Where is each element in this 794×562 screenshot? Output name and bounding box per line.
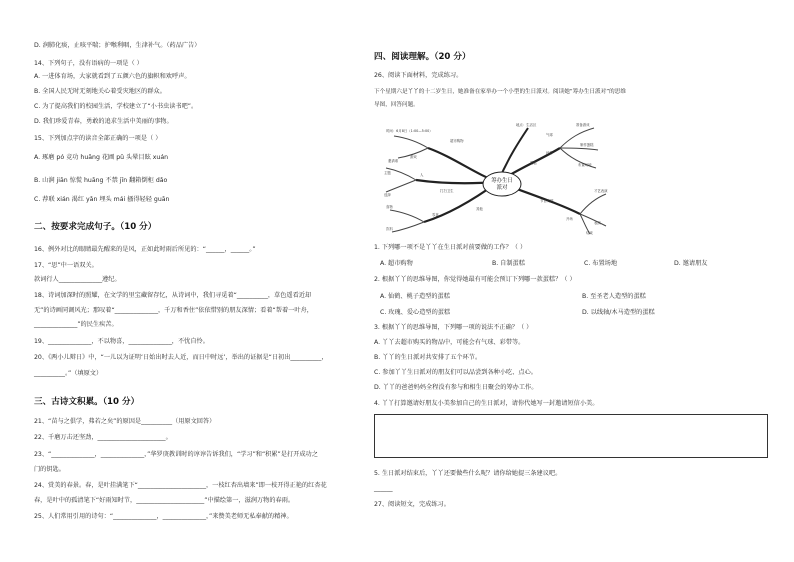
mm-label: 时间：6月8日（1:00—5:00） (386, 129, 433, 133)
left-column (34, 0, 364, 562)
q14-option-a: A. 一进体育场，大家就看到了五颜六色的旗帜和欢呼声。 (34, 73, 191, 80)
q18-line2: 无”的诗画同调风光；那叹着“______________，千万和香住”依依惜别的朋友深情；看着“帮着一叶舟， (34, 307, 313, 314)
q26-3-stem: 3. 根据丫丫的思维导图，下列哪一项的说法不正确？（ ） (374, 324, 533, 331)
mm-label: 开场 (566, 217, 573, 221)
q23-line2: 门的钥匙。 (34, 466, 65, 473)
q26-2-option-c: C. 玫瑰、爱心造型的蛋糕 (380, 309, 451, 316)
q23-line1: 23、“______________，______________，”华罗庚教训时的谆谆告诉我们，“学习”和“积累”是打开成功之 (34, 451, 318, 458)
q26-1-stem: 1. 下列哪一项不是丫丫在生日派对前要做的工作？（ ） (374, 244, 527, 251)
q26-5-stem: 5. 生日派对结束后，丫丫还要做些什么呢？请你给她提三条建议吧。 (374, 470, 562, 477)
mind-map-figure (380, 118, 610, 236)
q26-2-option-b: B. 至圣老人造型的蛋糕 (582, 293, 646, 300)
q15-option-c: C. 荐联 xián 渴红 yǎn 埋头 mái 搔得轻轻 guān (34, 196, 170, 203)
q26-3-option-d: D. 丫丫的爸爸妈妈全程没有参与和相生日聚会的筹办工作。 (374, 384, 538, 391)
mm-label: 游戏 (410, 155, 417, 159)
mm-label: 节目安排 (540, 199, 554, 203)
q21: 21、“苗与之俱学，弗若之矣”的原因是__________（用原文回答） (34, 418, 216, 425)
mm-label: 食物 (386, 205, 393, 209)
q26-5-answer-blank[interactable]: ______ (374, 485, 393, 492)
mm-label: 表演 (594, 221, 601, 225)
q14-option-d: D. 我们珍爱青春，勇敢的追求生活中美丽的事物。 (34, 118, 173, 125)
q17-blank: 款词行人______________遵纪。 (34, 276, 121, 283)
q14-option-b: B. 全国人民无时无刻地关心着受灾地区的群众。 (34, 88, 166, 95)
q26-4-answer-box[interactable] (374, 414, 768, 458)
q18-line3: ______________”的民生疾苦。 (34, 321, 118, 328)
q26-3-option-a: A. 丫丫去超市购买的物品中，可能会有气球、彩带等。 (374, 339, 525, 346)
mm-label: 人 (420, 173, 424, 177)
mm-label: 主题 (384, 171, 391, 175)
mm-label: 超市购物 (450, 139, 464, 143)
q15-stem: 15、下列加点字的读音全部正确的一项是（ ） (34, 135, 162, 142)
mm-label: 准备游戏 (576, 123, 590, 127)
q20-line2: __________。”（填原文） (34, 370, 103, 377)
q24-line1: 24、赏美的春景。春，是叶挂满笔下“______________________，一枝红杏出墙来”即一枝开得正艳的红杏花 (34, 482, 327, 489)
mm-label: 气球 (546, 133, 553, 137)
q25: 25、人们常用引用的诗句：“______________，______________，”来赞美老师无私奉献的精神。 (34, 513, 293, 520)
q14-option-c: C. 为了提高我们的校园生活，学校建立了“小书虫读书吧”。 (34, 103, 198, 110)
q13-option-d: D. 润肺化痰，止咳平喘；护喉利咽，生津补气。（药品广告） (34, 42, 201, 49)
mm-label: 零食 (432, 213, 439, 217)
q22: 22、千磨万击还坚劲，______________________。 (34, 434, 172, 441)
section-four-title: 四、阅读理解。（20 分） (374, 52, 471, 62)
mm-label: 丝带 (546, 151, 553, 155)
q26-intro-line1: 下个星期六是丫丫的十二岁生日，她准备在家举办一个小型的生日派对。阅读她“筹办生日派对”的思维 (374, 89, 626, 95)
mind-map-center-label: 筹办生日 (491, 178, 513, 184)
q26-1-option-b: B. 自制蛋糕 (492, 260, 525, 267)
mm-label: 结束 (586, 231, 593, 235)
q26-2-stem: 2. 根据丫丫的思维导图，你觉得她最有可能会预订下列哪一款蛋糕？（ ） (374, 276, 576, 283)
mm-label: 蛋糕 (530, 161, 537, 165)
mm-label: 制作蛋糕 (580, 143, 594, 147)
section-three-title: 三、古诗文积累。（10 分） (34, 397, 140, 407)
mm-label: 选择 (384, 193, 391, 197)
q18-line1: 18、诗词加深时的照耀，在文学的里宝藏留存忆，从诗词中，我们寻觅着“__________，草色遥看近却 (34, 292, 312, 299)
q24-line2: 春，是叶中的孤清笔下“好雨知时节，______________________”中描绘第一，滋润万物的春雨。 (34, 497, 295, 504)
mm-label: 打扫卫生 (440, 189, 454, 193)
q20-line1: 20、《两小儿辩日》中，“一儿以为证明‘日始出时去人近，而日中时远’，举出的证据是“日初出__________， (34, 354, 328, 361)
q19: 19、______________，不以物喜，______________，不忧自怜。 (34, 338, 209, 345)
q26-4-stem: 4. 丫丫打算邀请好朋友小美参加自己的生日派对，请你代她写一封邀请短信小美。 (374, 400, 599, 407)
mm-label: 才艺表演 (594, 189, 608, 193)
mm-label: 邀请谁 (388, 159, 399, 163)
q15-option-b: B. 山涧 jiān 惊慌 huāng 不禁 jīn 翻箱倒柜 dǎo (34, 177, 168, 184)
mm-label: 布置场地 (578, 163, 592, 167)
mm-label: 其他 (476, 207, 483, 211)
q17: 17、“思”中一语双关。 (34, 262, 98, 269)
q26-1-option-c: C. 布置场地 (584, 260, 618, 267)
section-two-title: 二、按要求完成句子。（10 分） (34, 222, 157, 232)
mm-label: 饮料 (386, 227, 393, 231)
q26-3-option-b: B. 丫丫的生日派对共安排了五个环节。 (374, 354, 482, 361)
q26-2-option-a: A. 仙鹤、桃子造型的蛋糕 (380, 293, 450, 300)
q26-2-option-d: D. 以线轴/木马造型的蛋糕 (582, 309, 655, 316)
right-column (374, 0, 774, 562)
q26-1-option-a: A. 超市购物 (380, 260, 413, 267)
q26-intro-line2: 导图，回答问题。 (374, 102, 419, 108)
q27-stem: 27、阅读短文，完成练习。 (374, 501, 450, 508)
svg-text:派对: 派对 (496, 185, 508, 191)
q26-1-option-d: D. 邀请朋友 (674, 260, 708, 267)
q14-stem: 14、下列句子，没有语病的一项是（ ） (34, 60, 143, 67)
mind-map-center (483, 172, 521, 196)
q26-3-option-c: C. 参加丫丫生日派对的朋友们可以品尝到各种小吃、点心。 (374, 369, 537, 376)
q26-stem: 26、阅读下面材料，完成练习。 (374, 72, 463, 79)
mm-label: 地点：生活区 (516, 123, 537, 127)
q15-option-a: A. 琢磨 pó 竞功 huāng 花圃 pǔ 头晕目眩 xuán (34, 154, 169, 161)
q16: 16、例外对比的眼睛最先醒来的是风，正如此时雨后所见的：“______，______。” (34, 246, 256, 253)
